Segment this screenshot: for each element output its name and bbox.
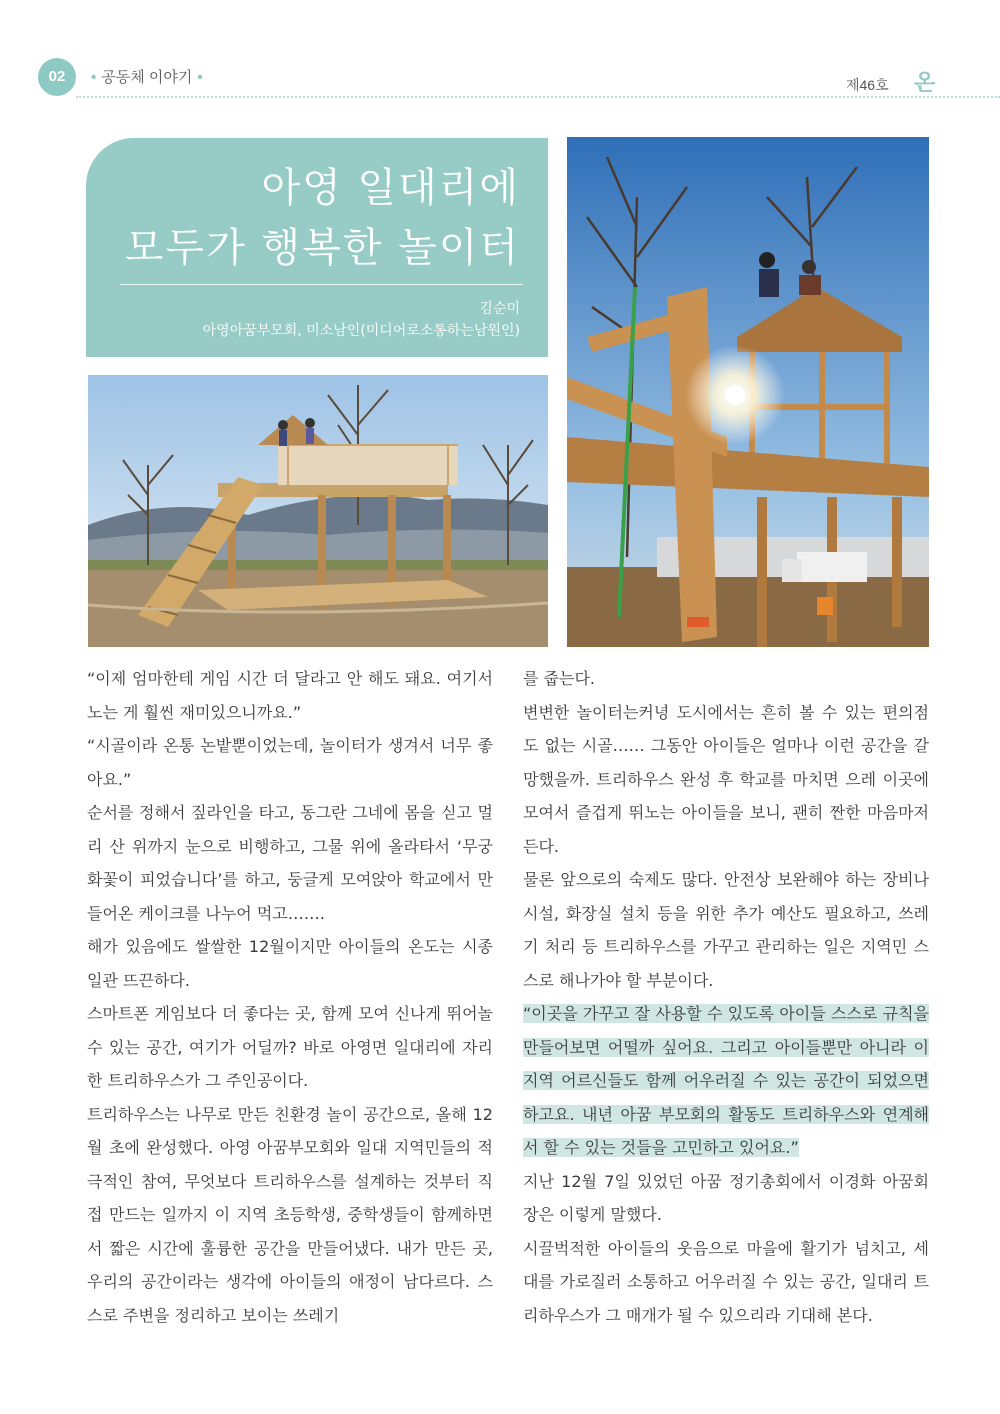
bullet-dot-icon: • <box>91 69 97 86</box>
quote-paragraph <box>523 997 929 1165</box>
highlighted-quote: “이곳을 가꾸고 잘 사용할 수 있도록 아이들 스스로 규칙을 만들어보면 어떨까 싶어요. 그리고 아이들뿐만 아니라 이 지역 어르신들도 함께 어우러질 수 있는 공간이 되었으면 하고요. 내년 아꿈 부모회의 활동도 트리하우스와 연계해서 할 수 있는 것들을 고민하고 있어요.” <box>523 1004 929 1157</box>
treehouse-construction-photo <box>567 137 929 647</box>
article-title-line1: 아영 일대리에 <box>261 165 520 211</box>
body-paragraph: 시끌벅적한 아이들의 웃음으로 마을에 활기가 넘치고, 세대를 가로질러 소통하고 어우러질 수 있는 공간, 일대리 트리하우스가 그 매개가 될 수 있으리라 기대해 본다. <box>523 1238 929 1325</box>
section-label <box>86 66 208 87</box>
article-title-line2: 모두가 행복한 놀이터 <box>124 225 520 271</box>
author-affiliation: 아영아꿈부모회, 미소남인(미디어로소통하는남원인) <box>202 323 520 339</box>
article-body-left-column <box>87 662 493 1332</box>
section-title: 공동체 이야기 <box>101 69 193 86</box>
author-name: 김순미 <box>479 301 520 317</box>
body-paragraph: 지난 12월 7일 있었던 아꿈 정기총회에서 이경화 아꿈회장은 이렇게 말했다. <box>523 1171 929 1224</box>
bullet-dot-icon: • <box>197 69 203 86</box>
body-paragraph: 순서를 정해서 짚라인을 타고, 동그란 그네에 몸을 싣고 멀리 산 위까지 눈으로 비행하고, 그물 위에 올라타서 ‘무궁화꽃이 피었습니다’를 하고, 둥글게 모여앉아 학교에서 만들어온 케이크를 나누어 먹고……. <box>87 803 493 923</box>
body-paragraph: 를 줍는다. <box>523 669 595 688</box>
treehouse-photo <box>88 375 548 647</box>
page-number-badge: 02 <box>38 58 76 96</box>
title-divider <box>120 284 523 285</box>
body-paragraph: “이제 엄마한테 게임 시간 더 달라고 안 해도 돼요. 여기서 노는 게 훨씬 재미있으니까요.” <box>87 669 493 722</box>
treehouse-construction-illustration <box>567 137 929 647</box>
body-paragraph: “시골이라 온통 논밭뿐이었는데, 놀이터가 생겨서 너무 좋아요.” <box>87 736 493 789</box>
page-header <box>0 0 1000 110</box>
body-paragraph: 해가 있음에도 쌀쌀한 12월이지만 아이들의 온도는 시종일관 뜨끈하다. <box>87 937 493 990</box>
brand-logo: 온 <box>914 71 936 96</box>
article-body-right-column <box>523 662 929 1332</box>
header-divider <box>76 96 1000 98</box>
body-paragraph: 스마트폰 게임보다 더 좋다는 곳, 함께 모여 신나게 뛰어놀 수 있는 공간, 여기가 어딜까? 바로 아영면 일대리에 자리한 트리하우스가 그 주인공이다. <box>87 1004 493 1090</box>
issue-number: 제46호 <box>846 77 889 93</box>
body-paragraph: 물론 앞으로의 숙제도 많다. 안전상 보완해야 하는 장비나 시설, 화장실 설치 등을 위한 추가 예산도 필요하고, 쓰레기 처리 등 트리하우스를 가꾸고 관리하는 일은 지역민 스스로 해나가야 할 부분이다. <box>523 870 929 990</box>
treehouse-photo-illustration <box>88 375 548 647</box>
body-paragraph: 트리하우스는 나무로 만든 친환경 놀이 공간으로, 올해 12월 초에 완성했다. 아영 아꿈부모회와 일대 지역민들의 적극적인 참여, 무엇보다 트리하우스를 설계하는 것부터 직접 만드는 일까지 이 지역 초등학생, 중학생들이 함께하면서 짧은 시간에 훌륭한 공간을 만들어냈다. 내가 만든 곳, 우리의 공간이라는 생각에 아이들의 애정이 남다르다. 스스로 주변을 정리하고 보이는 쓰레기 <box>87 1104 493 1325</box>
body-paragraph: 변변한 놀이터는커녕 도시에서는 흔히 볼 수 있는 편의점도 없는 시골…… 그동안 아이들은 얼마나 이런 공간을 갈망했을까. 트리하우스 완성 후 학교를 마치면 으레 이곳에 모여서 즐겁게 뛰노는 아이들을 보니, 괜히 짠한 마음마저 든다. <box>523 702 929 856</box>
title-box <box>86 138 548 357</box>
